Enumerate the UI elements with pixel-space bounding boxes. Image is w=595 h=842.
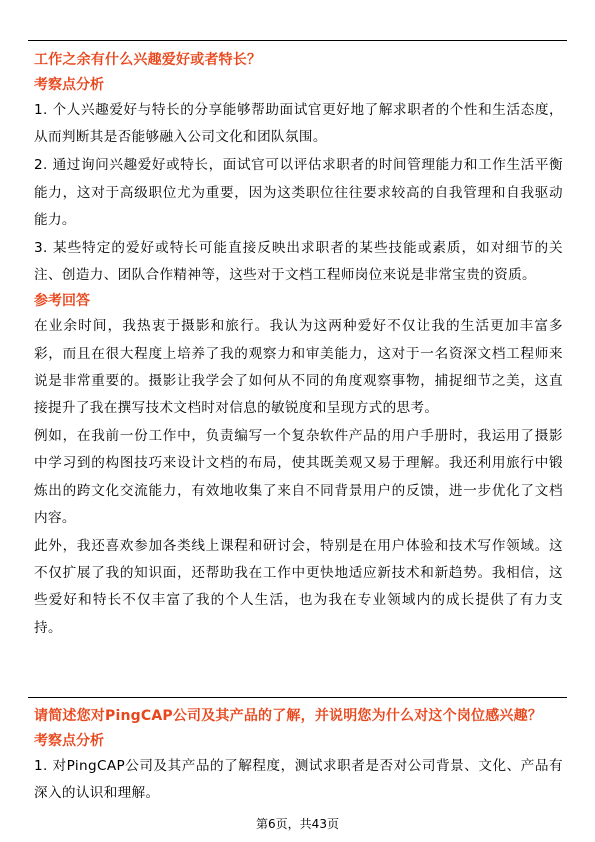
page-indicator: 第6页，共43页 [256, 817, 339, 831]
answer-heading: 参考回答 [34, 293, 90, 310]
question-heading: 请简述您对PingCAP公司及其产品的了解，并说明您为什么对这个岗位感兴趣？ [34, 708, 543, 724]
answer-paragraph: 例如，在我前一份工作中，负责编写一个复杂软件产品的用户手册时，我运用了摄影中学习到的构图技巧来设计文档的布局，使其既美观又易于理解。我还利用旅行中锻炼出的跨文化交流能力，有效地收集了来自不同背景用户的反馈，进一步优化了文档内容。 [34, 428, 563, 526]
analysis-point: 1. 个人兴趣爱好与特长的分享能够帮助面试官更好地了解求职者的个性和生活态度，从而判断其是否能够融入公司文化和团队氛围。 [34, 102, 563, 146]
answer-paragraph: 此外，我还喜欢参加各类线上课程和研讨会，特别是在用户体验和技术写作领域。这不仅扩展了我的知识面，还帮助我在工作中更快地适应新技术和新趋势。我相信，这些爱好和特长不仅丰富了我的个人生活，也为我在专业领域内的成长提供了有力支持。 [34, 538, 563, 636]
analysis-point: 2. 通过询问兴趣爱好或特长，面试官可以评估求职者的时间管理能力和工作生活平衡能力，这对于高级职位尤为重要，因为这类职位往往要求较高的自我管理和自我驱动能力。 [34, 157, 563, 228]
answer-paragraph: 在业余时间，我热衷于摄影和旅行。我认为这两种爱好不仅让我的生活更加丰富多彩，而且在很大程度上培养了我的观察力和审美能力，这对于一名资深文档工程师来说是非常重要的。摄影让我学会了如何从不同的角度观察事物，捕捉细节之美，这直接提升了我在撰写技术文档时对信息的敏锐度和呈现方式的思考。 [34, 318, 563, 417]
qa-section-company [34, 706, 563, 808]
analysis-point: 3. 某些特定的爱好或特长可能直接反映出求职者的某些技能或素质，如对细节的关注、创造力、团队合作精神等，这些对于文档工程师岗位来说是非常宝贵的资质。 [34, 240, 563, 284]
question-heading: 工作之余有什么兴趣爱好或者特长？ [34, 52, 262, 68]
analysis-heading: 考察点分析 [34, 77, 104, 93]
analysis-point: 1. 对PingCAP公司及其产品的了解程度，测试求职者是否对公司背景、文化、产品有深入的认识和理解。 [34, 758, 563, 802]
top-divider [28, 40, 567, 41]
qa-section-hobbies [34, 50, 563, 643]
section-divider [28, 697, 567, 698]
analysis-heading: 考察点分析 [34, 733, 104, 749]
